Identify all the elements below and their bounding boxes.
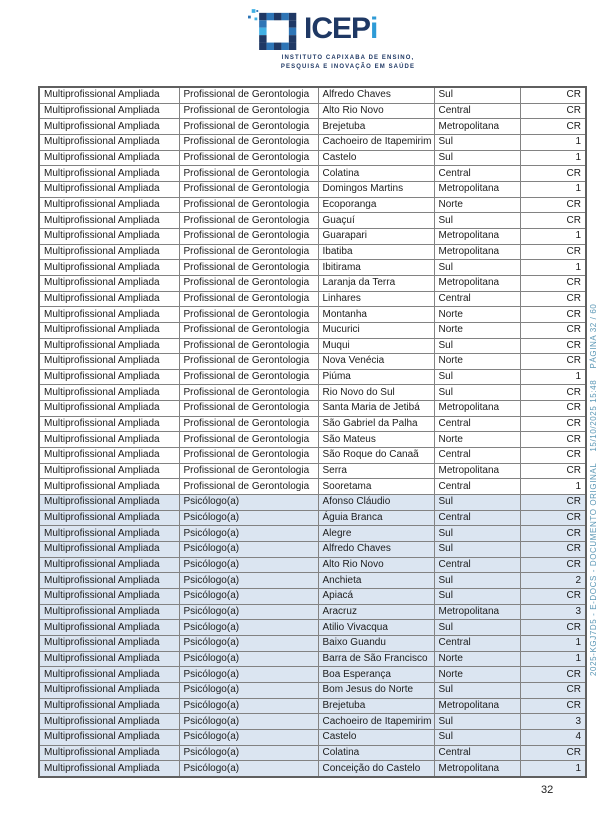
table-row <box>39 448 586 464</box>
cell-profession: Psicólogo(a) <box>179 526 318 542</box>
cell-region: Sul <box>434 134 520 150</box>
table-row <box>39 354 586 370</box>
cell-program: Multiprofissional Ampliada <box>39 119 179 135</box>
cell-municipality: Domingos Martins <box>318 181 434 197</box>
cell-vacancies: 1 <box>520 134 586 150</box>
cell-program: Multiprofissional Ampliada <box>39 542 179 558</box>
cell-vacancies: CR <box>520 213 586 229</box>
table-row <box>39 197 586 213</box>
cell-profession: Psicólogo(a) <box>179 651 318 667</box>
cell-vacancies: CR <box>520 745 586 761</box>
cell-profession: Psicólogo(a) <box>179 635 318 651</box>
cell-program: Multiprofissional Ampliada <box>39 369 179 385</box>
cell-municipality: Alfredo Chaves <box>318 87 434 103</box>
cell-profession: Psicólogo(a) <box>179 589 318 605</box>
cell-program: Multiprofissional Ampliada <box>39 291 179 307</box>
cell-municipality: São Roque do Canaã <box>318 448 434 464</box>
table-row <box>39 761 586 777</box>
cell-profession: Profissional de Gerontologia <box>179 416 318 432</box>
cell-vacancies: 1 <box>520 761 586 777</box>
cell-municipality: Boa Esperança <box>318 667 434 683</box>
cell-vacancies: CR <box>520 463 586 479</box>
cell-vacancies: CR <box>520 416 586 432</box>
cell-profession: Psicólogo(a) <box>179 510 318 526</box>
table-row <box>39 714 586 730</box>
cell-region: Sul <box>434 213 520 229</box>
cell-program: Multiprofissional Ampliada <box>39 385 179 401</box>
cell-vacancies: CR <box>520 275 586 291</box>
cell-vacancies: CR <box>520 557 586 573</box>
table-row <box>39 228 586 244</box>
cell-region: Central <box>434 745 520 761</box>
cell-profession: Psicólogo(a) <box>179 667 318 683</box>
cell-municipality: Alto Rio Novo <box>318 557 434 573</box>
cell-region: Metropolitana <box>434 761 520 777</box>
cell-vacancies: CR <box>520 432 586 448</box>
logo-tagline-line1: INSTITUTO CAPIXABA DE ENSINO, <box>281 55 415 61</box>
cell-profession: Profissional de Gerontologia <box>179 275 318 291</box>
cell-program: Multiprofissional Ampliada <box>39 134 179 150</box>
cell-municipality: Sooretama <box>318 479 434 495</box>
cell-profession: Profissional de Gerontologia <box>179 432 318 448</box>
cell-profession: Profissional de Gerontologia <box>179 463 318 479</box>
cell-region: Sul <box>434 729 520 745</box>
cell-vacancies: CR <box>520 87 586 103</box>
cell-municipality: Colatina <box>318 745 434 761</box>
cell-municipality: Apiacá <box>318 589 434 605</box>
table-row <box>39 322 586 338</box>
cell-municipality: Baixo Guandu <box>318 635 434 651</box>
cell-program: Multiprofissional Ampliada <box>39 495 179 511</box>
cell-program: Multiprofissional Ampliada <box>39 244 179 260</box>
table-row <box>39 651 586 667</box>
cell-region: Metropolitana <box>434 275 520 291</box>
cell-region: Norte <box>434 197 520 213</box>
cell-profession: Profissional de Gerontologia <box>179 354 318 370</box>
table-row <box>39 307 586 323</box>
cell-profession: Psicólogo(a) <box>179 495 318 511</box>
cell-program: Multiprofissional Ampliada <box>39 150 179 166</box>
cell-municipality: Cachoeiro de Itapemirim <box>318 134 434 150</box>
cell-vacancies: CR <box>520 698 586 714</box>
cell-region: Central <box>434 635 520 651</box>
cell-program: Multiprofissional Ampliada <box>39 479 179 495</box>
cell-profession: Profissional de Gerontologia <box>179 244 318 260</box>
cell-municipality: Guaçuí <box>318 213 434 229</box>
cell-profession: Psicólogo(a) <box>179 557 318 573</box>
cell-profession: Profissional de Gerontologia <box>179 181 318 197</box>
cell-municipality: Alto Rio Novo <box>318 103 434 119</box>
cell-program: Multiprofissional Ampliada <box>39 510 179 526</box>
cell-vacancies: CR <box>520 322 586 338</box>
cell-program: Multiprofissional Ampliada <box>39 729 179 745</box>
table-row <box>39 745 586 761</box>
cell-vacancies: CR <box>520 119 586 135</box>
cell-vacancies: CR <box>520 291 586 307</box>
icepi-logo <box>248 8 448 71</box>
cell-vacancies: CR <box>520 166 586 182</box>
cell-program: Multiprofissional Ampliada <box>39 745 179 761</box>
cell-profession: Profissional de Gerontologia <box>179 385 318 401</box>
table-row <box>39 620 586 636</box>
cell-profession: Psicólogo(a) <box>179 573 318 589</box>
cell-municipality: Bom Jesus do Norte <box>318 682 434 698</box>
table-row <box>39 589 586 605</box>
cell-program: Multiprofissional Ampliada <box>39 181 179 197</box>
cell-region: Norte <box>434 432 520 448</box>
cell-vacancies: CR <box>520 510 586 526</box>
cell-region: Metropolitana <box>434 698 520 714</box>
cell-region: Sul <box>434 338 520 354</box>
cell-vacancies: CR <box>520 401 586 417</box>
cell-municipality: Afonso Cláudio <box>318 495 434 511</box>
cell-program: Multiprofissional Ampliada <box>39 682 179 698</box>
cell-profession: Profissional de Gerontologia <box>179 448 318 464</box>
table-row <box>39 181 586 197</box>
cell-vacancies: CR <box>520 542 586 558</box>
cell-region: Metropolitana <box>434 463 520 479</box>
cell-program: Multiprofissional Ampliada <box>39 448 179 464</box>
cell-region: Sul <box>434 385 520 401</box>
table-row <box>39 542 586 558</box>
cell-vacancies: CR <box>520 338 586 354</box>
cell-vacancies: CR <box>520 197 586 213</box>
table-row <box>39 479 586 495</box>
cell-profession: Psicólogo(a) <box>179 745 318 761</box>
cell-program: Multiprofissional Ampliada <box>39 197 179 213</box>
cell-program: Multiprofissional Ampliada <box>39 698 179 714</box>
table-row <box>39 166 586 182</box>
cell-region: Central <box>434 448 520 464</box>
cell-program: Multiprofissional Ampliada <box>39 604 179 620</box>
cell-region: Sul <box>434 573 520 589</box>
table-row <box>39 432 586 448</box>
cell-region: Sul <box>434 682 520 698</box>
cell-profession: Psicólogo(a) <box>179 620 318 636</box>
cell-profession: Profissional de Gerontologia <box>179 291 318 307</box>
table-row <box>39 557 586 573</box>
table-row <box>39 87 586 103</box>
cell-program: Multiprofissional Ampliada <box>39 526 179 542</box>
cell-profession: Profissional de Gerontologia <box>179 338 318 354</box>
cell-vacancies: CR <box>520 495 586 511</box>
cell-profession: Profissional de Gerontologia <box>179 134 318 150</box>
cell-municipality: Guarapari <box>318 228 434 244</box>
cell-program: Multiprofissional Ampliada <box>39 620 179 636</box>
cell-program: Multiprofissional Ampliada <box>39 463 179 479</box>
logo-wordmark-i: i <box>370 12 378 45</box>
table-row <box>39 260 586 276</box>
table-row <box>39 385 586 401</box>
table-row <box>39 635 586 651</box>
cell-profession: Profissional de Gerontologia <box>179 197 318 213</box>
cell-program: Multiprofissional Ampliada <box>39 635 179 651</box>
cell-region: Norte <box>434 307 520 323</box>
cell-profession: Profissional de Gerontologia <box>179 150 318 166</box>
cell-profession: Profissional de Gerontologia <box>179 166 318 182</box>
cell-profession: Profissional de Gerontologia <box>179 87 318 103</box>
cell-profession: Psicólogo(a) <box>179 542 318 558</box>
cell-profession: Psicólogo(a) <box>179 698 318 714</box>
cell-municipality: Rio Novo do Sul <box>318 385 434 401</box>
cell-region: Sul <box>434 714 520 730</box>
table-row <box>39 526 586 542</box>
cell-region: Central <box>434 510 520 526</box>
cell-region: Central <box>434 166 520 182</box>
page-number: 32 <box>541 784 554 796</box>
cell-program: Multiprofissional Ampliada <box>39 103 179 119</box>
cell-program: Multiprofissional Ampliada <box>39 213 179 229</box>
cell-vacancies: 1 <box>520 228 586 244</box>
cell-program: Multiprofissional Ampliada <box>39 228 179 244</box>
cell-region: Sul <box>434 87 520 103</box>
cell-profession: Profissional de Gerontologia <box>179 307 318 323</box>
cell-region: Metropolitana <box>434 604 520 620</box>
cell-municipality: Mucurici <box>318 322 434 338</box>
cell-region: Sul <box>434 620 520 636</box>
icepi-pixel-mark-icon <box>248 9 300 52</box>
cell-region: Central <box>434 557 520 573</box>
table-row <box>39 573 586 589</box>
cell-vacancies: 1 <box>520 181 586 197</box>
logo-tagline-line2: PESQUISA E INOVAÇÃO EM SAÚDE <box>280 63 416 70</box>
cell-program: Multiprofissional Ampliada <box>39 667 179 683</box>
table-row <box>39 338 586 354</box>
cell-region: Metropolitana <box>434 401 520 417</box>
cell-profession: Profissional de Gerontologia <box>179 322 318 338</box>
cell-municipality: Piúma <box>318 369 434 385</box>
table-row <box>39 244 586 260</box>
cell-municipality: Santa Maria de Jetibá <box>318 401 434 417</box>
cell-program: Multiprofissional Ampliada <box>39 87 179 103</box>
table-row <box>39 416 586 432</box>
vacancies-table <box>38 86 587 778</box>
cell-program: Multiprofissional Ampliada <box>39 573 179 589</box>
table-row <box>39 682 586 698</box>
cell-municipality: Brejetuba <box>318 119 434 135</box>
cell-municipality: Laranja da Terra <box>318 275 434 291</box>
cell-profession: Profissional de Gerontologia <box>179 119 318 135</box>
cell-municipality: Alegre <box>318 526 434 542</box>
cell-program: Multiprofissional Ampliada <box>39 322 179 338</box>
cell-program: Multiprofissional Ampliada <box>39 416 179 432</box>
cell-vacancies: CR <box>520 307 586 323</box>
table-row <box>39 401 586 417</box>
cell-region: Metropolitana <box>434 119 520 135</box>
logo-row <box>248 8 448 52</box>
cell-region: Metropolitana <box>434 244 520 260</box>
cell-vacancies: 1 <box>520 369 586 385</box>
cell-municipality: Serra <box>318 463 434 479</box>
cell-profession: Profissional de Gerontologia <box>179 479 318 495</box>
cell-vacancies: 1 <box>520 150 586 166</box>
cell-vacancies: CR <box>520 682 586 698</box>
cell-program: Multiprofissional Ampliada <box>39 432 179 448</box>
cell-municipality: Alfredo Chaves <box>318 542 434 558</box>
cell-program: Multiprofissional Ampliada <box>39 589 179 605</box>
logo-wordmark-main: ICEP <box>304 12 371 45</box>
cell-program: Multiprofissional Ampliada <box>39 401 179 417</box>
logo-wordmark <box>304 14 377 46</box>
cell-region: Sul <box>434 260 520 276</box>
cell-profession: Profissional de Gerontologia <box>179 228 318 244</box>
table-row <box>39 150 586 166</box>
cell-region: Central <box>434 291 520 307</box>
table-row <box>39 604 586 620</box>
logo-tagline <box>248 54 448 71</box>
cell-profession: Profissional de Gerontologia <box>179 401 318 417</box>
cell-vacancies: CR <box>520 244 586 260</box>
cell-profession: Psicólogo(a) <box>179 714 318 730</box>
cell-municipality: Ibatiba <box>318 244 434 260</box>
cell-program: Multiprofissional Ampliada <box>39 166 179 182</box>
table-row <box>39 369 586 385</box>
cell-region: Norte <box>434 354 520 370</box>
cell-vacancies: 1 <box>520 651 586 667</box>
cell-vacancies: CR <box>520 589 586 605</box>
cell-profession: Psicólogo(a) <box>179 682 318 698</box>
table-row <box>39 698 586 714</box>
cell-region: Sul <box>434 526 520 542</box>
cell-vacancies: CR <box>520 667 586 683</box>
cell-profession: Psicólogo(a) <box>179 604 318 620</box>
cell-vacancies: CR <box>520 448 586 464</box>
cell-municipality: São Mateus <box>318 432 434 448</box>
cell-vacancies: 1 <box>520 479 586 495</box>
cell-vacancies: CR <box>520 620 586 636</box>
cell-program: Multiprofissional Ampliada <box>39 714 179 730</box>
table-row <box>39 291 586 307</box>
cell-vacancies: 1 <box>520 635 586 651</box>
cell-region: Central <box>434 416 520 432</box>
cell-program: Multiprofissional Ampliada <box>39 338 179 354</box>
table-row <box>39 134 586 150</box>
table-row <box>39 103 586 119</box>
cell-municipality: Aracruz <box>318 604 434 620</box>
cell-vacancies: CR <box>520 526 586 542</box>
cell-region: Norte <box>434 651 520 667</box>
cell-region: Central <box>434 479 520 495</box>
cell-municipality: Nova Venécia <box>318 354 434 370</box>
cell-municipality: São Gabriel da Palha <box>318 416 434 432</box>
cell-municipality: Castelo <box>318 729 434 745</box>
cell-region: Sul <box>434 589 520 605</box>
cell-municipality: Cachoeiro de Itapemirim <box>318 714 434 730</box>
cell-vacancies: 1 <box>520 260 586 276</box>
cell-municipality: Colatina <box>318 166 434 182</box>
cell-vacancies: 4 <box>520 729 586 745</box>
table-body <box>39 87 586 777</box>
table-row <box>39 275 586 291</box>
cell-vacancies: 2 <box>520 573 586 589</box>
cell-program: Multiprofissional Ampliada <box>39 354 179 370</box>
cell-region: Metropolitana <box>434 181 520 197</box>
cell-municipality: Linhares <box>318 291 434 307</box>
cell-vacancies: CR <box>520 354 586 370</box>
cell-program: Multiprofissional Ampliada <box>39 761 179 777</box>
cell-municipality: Conceição do Castelo <box>318 761 434 777</box>
table-row <box>39 729 586 745</box>
cell-municipality: Atilio Vivacqua <box>318 620 434 636</box>
cell-region: Metropolitana <box>434 228 520 244</box>
cell-vacancies: CR <box>520 103 586 119</box>
cell-vacancies: CR <box>520 385 586 401</box>
cell-region: Norte <box>434 322 520 338</box>
table-row <box>39 213 586 229</box>
table-row <box>39 667 586 683</box>
cell-program: Multiprofissional Ampliada <box>39 557 179 573</box>
cell-municipality: Castelo <box>318 150 434 166</box>
cell-municipality: Ecoporanga <box>318 197 434 213</box>
cell-municipality: Brejetuba <box>318 698 434 714</box>
cell-region: Norte <box>434 667 520 683</box>
cell-profession: Profissional de Gerontologia <box>179 369 318 385</box>
table-row <box>39 510 586 526</box>
cell-profession: Psicólogo(a) <box>179 761 318 777</box>
table-row <box>39 463 586 479</box>
cell-vacancies: 3 <box>520 604 586 620</box>
cell-municipality: Montanha <box>318 307 434 323</box>
cell-profession: Profissional de Gerontologia <box>179 103 318 119</box>
table-row <box>39 119 586 135</box>
cell-municipality: Águia Branca <box>318 510 434 526</box>
cell-profession: Profissional de Gerontologia <box>179 213 318 229</box>
cell-program: Multiprofissional Ampliada <box>39 651 179 667</box>
edocs-stamp-vertical-text: 2025-KGJ7D5 - E-DOCS - DOCUMENTO ORIGINAL 15/10/2025 15:48 PÁGINA 32 / 60 <box>589 303 598 676</box>
cell-municipality: Anchieta <box>318 573 434 589</box>
cell-municipality: Barra de São Francisco <box>318 651 434 667</box>
cell-program: Multiprofissional Ampliada <box>39 260 179 276</box>
cell-program: Multiprofissional Ampliada <box>39 275 179 291</box>
cell-profession: Psicólogo(a) <box>179 729 318 745</box>
cell-region: Sul <box>434 369 520 385</box>
table-row <box>39 495 586 511</box>
cell-program: Multiprofissional Ampliada <box>39 307 179 323</box>
cell-region: Sul <box>434 542 520 558</box>
cell-vacancies: 3 <box>520 714 586 730</box>
cell-municipality: Ibitirama <box>318 260 434 276</box>
cell-region: Central <box>434 103 520 119</box>
cell-profession: Profissional de Gerontologia <box>179 260 318 276</box>
cell-municipality: Muqui <box>318 338 434 354</box>
cell-region: Sul <box>434 150 520 166</box>
cell-region: Sul <box>434 495 520 511</box>
